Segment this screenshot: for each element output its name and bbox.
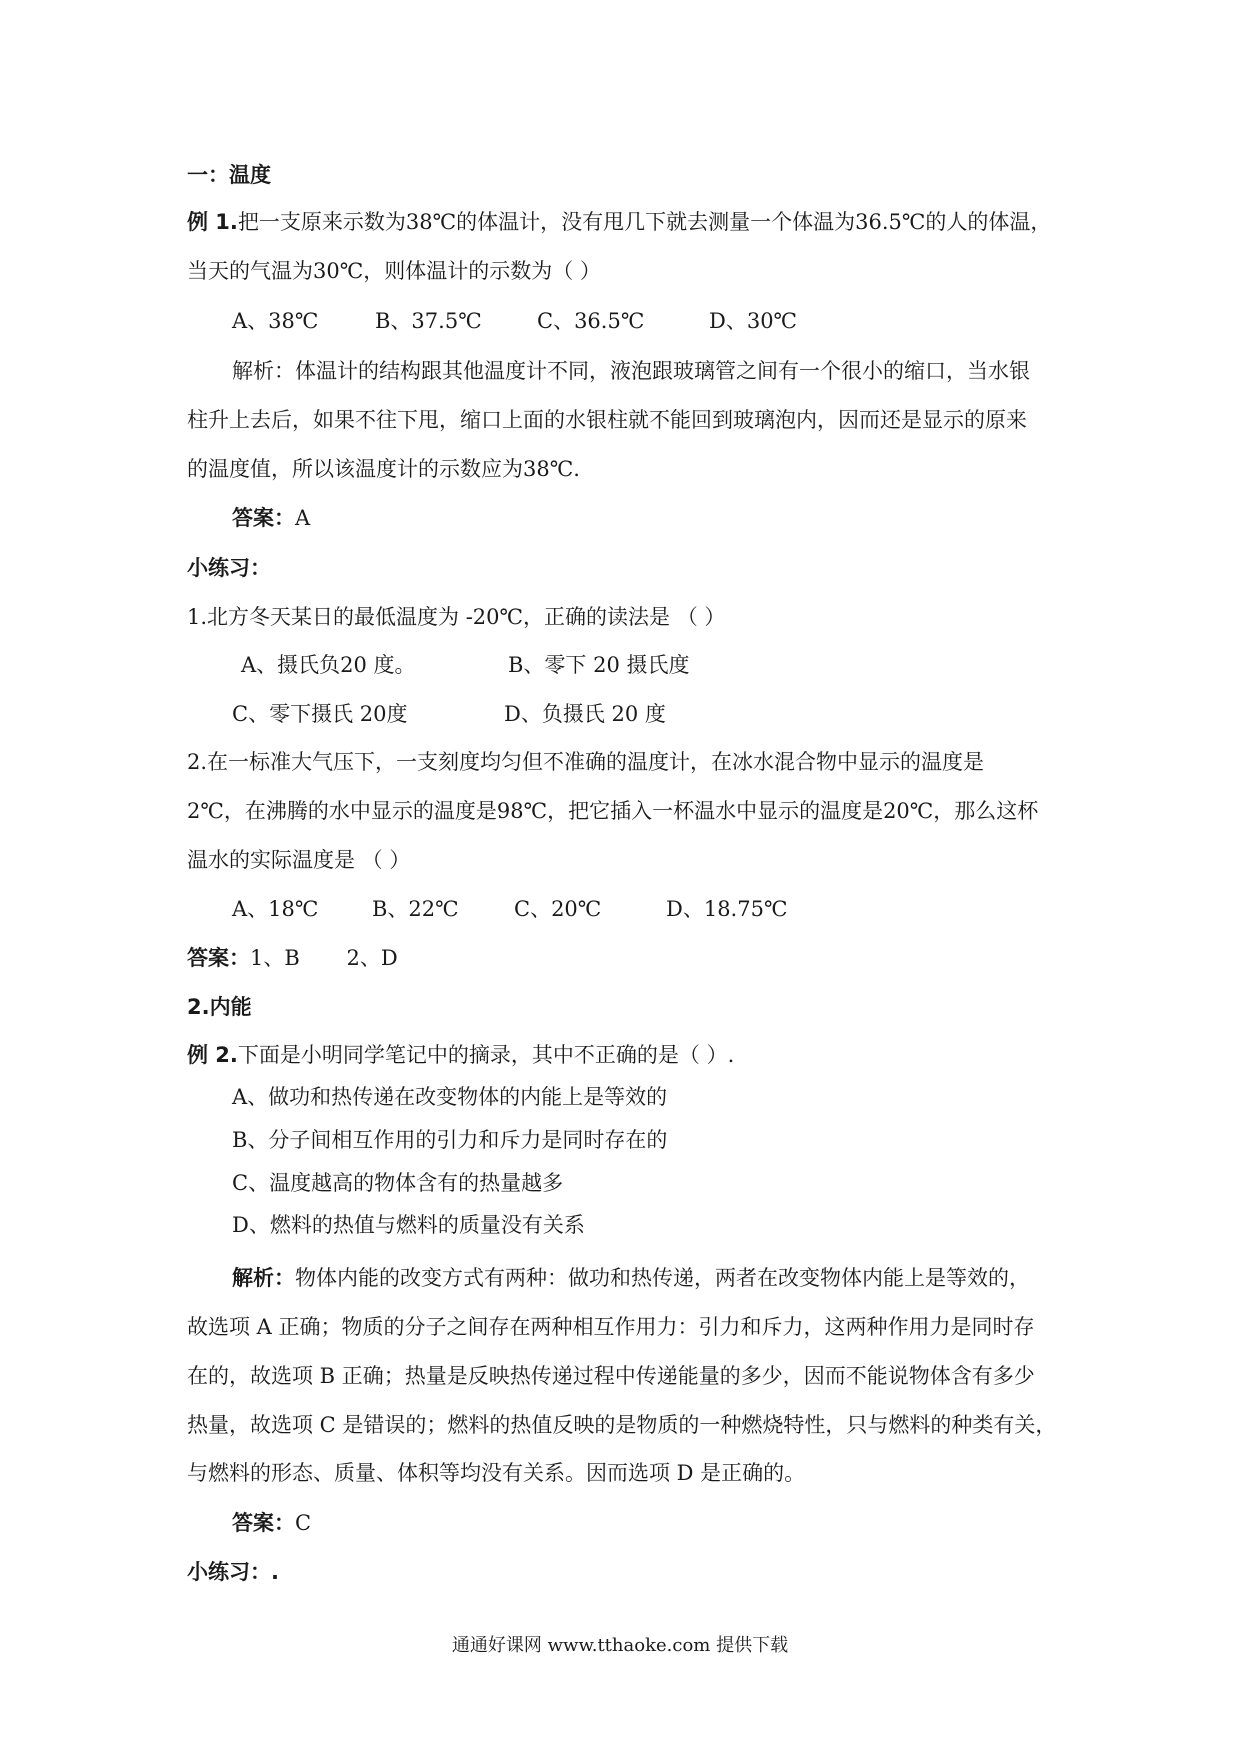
practice-answer-1	[187, 943, 398, 973]
example1-analysis-line1: 解析：体温计的结构跟其他温度计不同，液泡跟玻璃管之间有一个很小的缩口，当水银	[232, 359, 1030, 383]
practice-q2-line1: 2.在一标准大气压下，一支刻度均匀但不准确的温度计，在冰水混合物中显示的温度是	[187, 750, 985, 774]
practice-q2-line3: 温水的实际温度是 （ ）	[187, 848, 411, 872]
section-title-internal-energy: 2.内能	[187, 995, 252, 1019]
practice-q2-option-b: B、22℃	[372, 897, 459, 921]
practice-title-1: 小练习：	[187, 556, 271, 580]
example1-line2: 当天的气温为30℃，则体温计的示数为（ ）	[187, 259, 601, 283]
example2-answer-label: 答案：	[232, 1511, 295, 1535]
example1-option-c: C、36.5℃	[537, 309, 645, 333]
example2-option-b: B、分子间相互作用的引力和斥力是同时存在的	[232, 1128, 668, 1152]
example1-answer-value: A	[295, 506, 311, 530]
example1-option-b: B、37.5℃	[375, 309, 482, 333]
practice-q2-option-a: A、18℃	[232, 897, 319, 921]
example2-analysis-line2: 故选项 A 正确；物质的分子之间存在两种相互作用力：引力和斥力，这两种作用力是同时存	[187, 1315, 1035, 1339]
practice-q1-option-b: B、零下 20 摄氏度	[508, 653, 690, 677]
example2-answer-value: C	[295, 1511, 312, 1535]
example2-analysis-line3: 在的，故选项 B 正确；热量是反映热传递过程中传递能量的多少，因而不能说物体含有多少	[187, 1364, 1035, 1388]
example2-stem: 下面是小明同学笔记中的摘录，其中不正确的是（ ）.	[237, 1043, 735, 1067]
example2-analysis-line5: 与燃料的形态、质量、体积等均没有关系。因而选项 D 是正确的。	[187, 1461, 806, 1485]
example2-option-d: D、燃料的热值与燃料的质量没有关系	[232, 1213, 585, 1237]
practice-q1-option-d: D、负摄氏 20 度	[504, 702, 666, 726]
practice-title-2: 小练习：.	[187, 1560, 279, 1584]
example1-answer-label: 答案：	[232, 506, 295, 530]
example1-text1: 把一支原来示数为38℃的体温计，没有甩几下就去测量一个体温为36.5℃的人的体温，	[237, 210, 1052, 234]
example1-line1	[187, 207, 1051, 237]
example1-analysis-line3: 的温度值，所以该温度计的示数应为38℃.	[187, 457, 580, 481]
practice-q2-line2: 2℃，在沸腾的水中显示的温度是98℃，把它插入一杯温水中显示的温度是20℃，那么这杯	[187, 799, 1039, 823]
section-title-temperature: 一：温度	[187, 163, 271, 187]
page-footer: 通通好课网 www.tthaoke.com 提供下载	[451, 1635, 789, 1656]
example1-answer	[232, 503, 310, 533]
practice-answer-label: 答案：	[187, 946, 250, 970]
practice-q1: 1.北方冬天某日的最低温度为 -20℃，正确的读法是 （ ）	[187, 605, 726, 629]
example2-analysis-line4: 热量，故选项 C 是错误的；燃料的热值反映的是物质的一种燃烧特性，只与燃料的种类有关，	[187, 1413, 1057, 1437]
practice-q1-option-c: C、零下摄氏 20度	[232, 702, 408, 726]
practice-q2-option-d: D、18.75℃	[666, 897, 788, 921]
practice-q1-option-a: A、摄氏负20 度。	[241, 653, 416, 677]
example2-analysis-label: 解析：	[232, 1266, 295, 1290]
example1-analysis-line2: 柱升上去后，如果不往下甩，缩口上面的水银柱就不能回到玻璃泡内，因而还是显示的原来	[187, 408, 1027, 432]
example1-label: 例 1.	[187, 210, 238, 234]
example2-option-c: C、温度越高的物体含有的热量越多	[232, 1171, 564, 1195]
example2-analysis-line1	[232, 1263, 1030, 1293]
practice-q2-option-c: C、20℃	[514, 897, 602, 921]
example2-stem-line	[187, 1040, 734, 1070]
example1-option-d: D、30℃	[709, 309, 798, 333]
example1-option-a: A、38℃	[232, 309, 319, 333]
practice-answer-value: 1、B 2、D	[250, 946, 398, 970]
example2-label: 例 2.	[187, 1043, 238, 1067]
example2-analysis-text1: 物体内能的改变方式有两种：做功和热传递，两者在改变物体内能上是等效的，	[295, 1266, 1030, 1290]
example2-answer	[232, 1508, 311, 1538]
example2-option-a: A、做功和热传递在改变物体的内能上是等效的	[232, 1085, 668, 1109]
